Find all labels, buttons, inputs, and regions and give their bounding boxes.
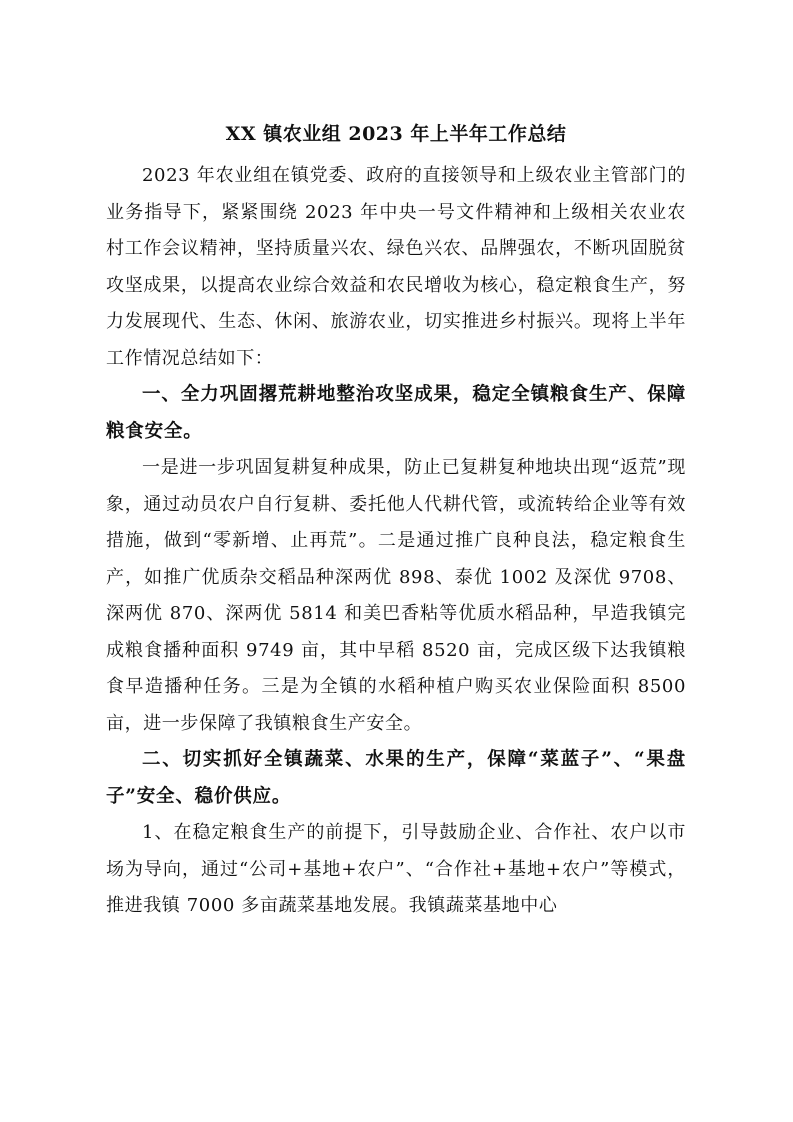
section-2-heading: 二、切实抓好全镇蔬菜、水果的生产，保障“菜蓝子”、“果盘子”安全、稳价供应。	[106, 749, 686, 807]
section-1-body: 一是进一步巩固复耕复种成果，防止已复耕复种地块出现“返荒”现象，通过动员农户自行复耕、委托他人代耕代管，或流转给企业等有效措施，做到“零新增、止再荒”。二是通过推广良种良法，稳定粮食生产，如推广优质杂交稻品种深两优 898、泰优 1002 及深优 9708、深两优 870、深两优 5814 和美巴香粘等优质水稻品种，早造我镇完成粮食播种面积 9749 亩，其中早稻 8520 亩，完成区级下达我镇粮食早造播种任务。三是为全镇的水稻种植户购买农业保险面积 8500 亩，进一步保障了我镇粮食生产安全。	[106, 457, 686, 734]
document-content	[106, 118, 686, 925]
intro-paragraph: 2023 年农业组在镇党委、政府的直接领导和上级农业主管部门的业务指导下，紧紧围绕 2023 年中央一号文件精神和上级相关农业农村工作会议精神，坚持质量兴农、绿色兴农、品牌强农，不断巩固脱贫攻坚成果，以提高农业综合效益和农民增收为核心，稳定粮食生产，努力发展现代、生态、休闲、旅游农业，切实推进乡村振兴。现将上半年工作情况总结如下：	[106, 165, 686, 369]
section-1-heading: 一、全力巩固撂荒耕地整治攻坚成果，稳定全镇粮食生产、保障粮食安全。	[106, 384, 686, 442]
document-title: XX 镇农业组 2023 年上半年工作总结	[225, 123, 567, 145]
section-2-body: 1、在稳定粮食生产的前提下，引导鼓励企业、合作社、农户以市场为导向，通过“公司+基地+农户”、“合作社+基地+农户”等模式，推进我镇 7000 多亩蔬菜基地发展。我镇蔬菜基地中心	[106, 822, 686, 916]
